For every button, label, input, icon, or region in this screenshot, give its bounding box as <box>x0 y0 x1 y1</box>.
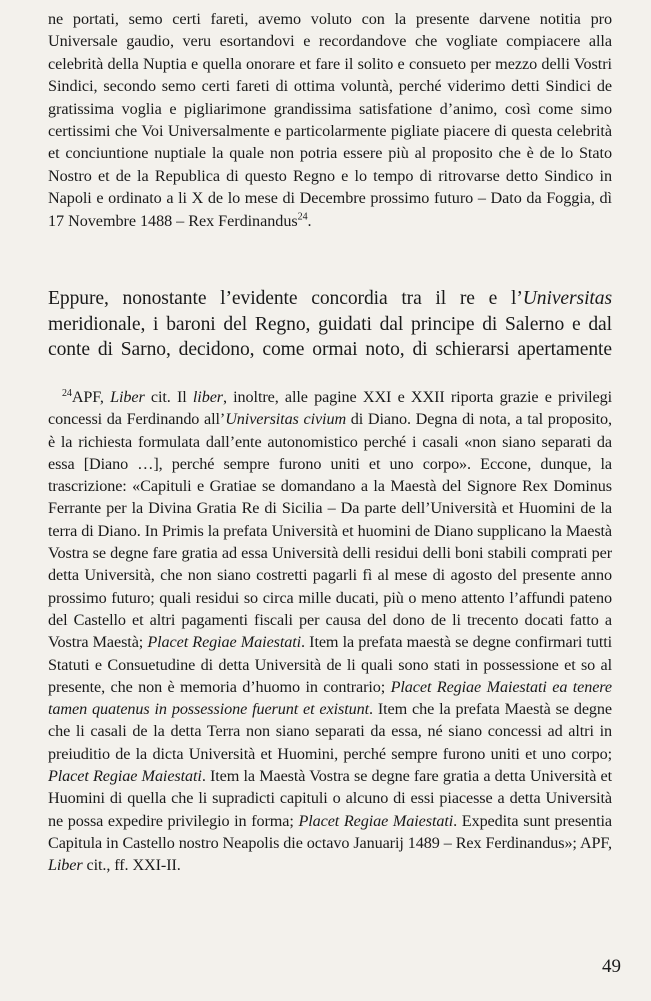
footnote-italic-segment: Liber <box>110 388 145 406</box>
footnote-reference: 24 <box>297 211 308 223</box>
footnote-text-segment: . Item che la prefata Maestà se degne che li casali de la detta Terra non siano separati da essa, né siano concessi ad altri in preiuditio de la dicta Università et Huomini, perché sempre furono uniti et uno corpo; <box>48 700 612 763</box>
footnote-text-segment: cit. Il <box>144 388 193 406</box>
main-text-part: meridionale, i baroni del Regno, guidati dal principe di Salerno e dal conte di Sarno, decidono, come ormai noto, di schierarsi apertamente <box>48 313 612 361</box>
footnote-italic-segment: Placet Regiae Maiestati <box>298 811 454 830</box>
footnote-block <box>48 386 612 877</box>
footnote-italic-segment: Placet Regiae Maiestati <box>147 633 302 652</box>
main-text-block <box>48 286 612 363</box>
footnote-text-segment: . Expedita sunt presentia Capitula in Castello nostro Neapolis die octavo Januarij 1489 – Rex Ferdinandus»; APF, <box>48 811 612 852</box>
footnote-italic-segment: liber <box>192 388 223 406</box>
footnote-text-segment: . Item la prefata maestà se degne confirmari tutti Statuti e Consuetudine di detta Università de li quali sono stati in possessione et so al presente, che non è memoria d’huomo in contrario; <box>48 633 613 696</box>
quoted-document-text: ne portati, semo certi fareti, avemo voluto con la presente darvene notitia pro Universale gaudio, veru esortandovi e recordandove che vogliate compiacere alla celebrità della Nuptia e quella onorare et fare il solito e consueto per mezzo delli Vostri Sindici, secondo semo certi fareti di ottima voluntà, perché viderimo detti Sindici de gratissima voglia e pigliarimone grandissima satisfatione d’animo, così come simo certissimi che Voi Universalmente e particolarmente pigliate piacere di questa celebrità et conciuntione nuptiale la quale non potria essere più al proposito che è de lo Stato Nostro et de la Republica di questo Regno e lo tempo di ritrovarse detto Sindico in Napoli e ordinato a li X de lo mese di Decembre prossimo futuro – Dato da Foggia, dì 17 Novembre 1488 – Rex Ferdinandus$^{24}$. <box>48 10 612 230</box>
footnote-text-segment: , inoltre, alle pagine XXI e XXII riporta grazie e privilegi concessi da Ferdinando all’ <box>48 388 612 429</box>
page-number: 49 <box>602 956 621 977</box>
footnote-number: 24 <box>62 387 72 399</box>
footnote-text-segment: APF, <box>71 388 111 406</box>
main-text-part: Eppure, nonostante l’evidente concordia tra il re e l’ <box>48 288 523 309</box>
quoted-document-block <box>48 8 612 232</box>
footnote-body <box>48 388 612 874</box>
footnote-italic-segment: Liber <box>48 856 83 875</box>
footnote-paragraph <box>48 386 612 877</box>
footnote-text-segment: . Item la Maestà Vostra se degne fare gratia a detta Università et Huomini di quella che li supradicti capituli o alcuno di essi piacesse a detta Università ne possa expedire privilegio in forma; <box>48 767 613 830</box>
footnote-text-segment: di Diano. Degna di nota, a tal proposito, è la richiesta formulata dall’ente autonomistico perché i casali «non siano separati da essa [Diano …], perché sempre furono uniti et uno corpo». Eccone, dunque, la trascrizione: «Capituli e Gratiae se domandano a la Maestà del Signore Rex Dominus Ferrante per la Divina Gratia Re di Sicilia – Da parte dell’Università et Huomini de la terra di Diano. In Primis la prefata Università et huomini de Diano supplicano la Maestà Vostra se degne fare gratia ad essa Università delli residui delli boni stabili comprati per detta Università, che non siano costretti pagarli fì al mese di agosto del presente anno prossimo futuro; quali residui so circa mille ducati, più o meno attento l’affundi pateno del Castello et altri pagamenti fiscali per causa del dono de li trecento docati fatto a Vostra Maestà; <box>48 410 613 652</box>
footnote-italic-segment: Universitas civium <box>225 410 347 429</box>
quote-body: ne portati, semo certi fareti, avemo voluto con la presente darvene notitia pro Universale gaudio, veru esortandovi e recordandove che vogliate compiacere alla celebrità della Nuptia e quella onorare et fare il solito e consueto per mezzo delli Vostri Sindici, secondo semo certi fareti di ottima voluntà, perché viderimo detti Sindici de gratissima voglia e pigliarimone grandissima satisfatione d’animo, così come simo certissimi che Voi Universalmente e particolarmente pigliate piacere di questa celebrità et conciuntione nuptiale la quale non potria essere più al proposito che è de lo Stato Nostro et de la Republica di questo Regno e lo tempo di ritrovarse detto Sindico in Napoli e ordinato a li X de lo mese di Decembre prossimo futuro – Dato da Foggia, dì 17 Novembre 1488 – Rex Ferdinandus <box>48 10 612 230</box>
footnote-italic-segment: Placet Regiae Maiestati <box>48 767 202 786</box>
footnote-text-segment: cit., ff. XXI-II. <box>82 856 181 875</box>
main-paragraph <box>48 286 612 363</box>
footnote-italic-segment: Placet Regiae Maiestati ea tenere tamen quatenus in possessione fuerunt et existunt <box>48 677 612 719</box>
main-text-italic: Universitas <box>522 288 612 309</box>
